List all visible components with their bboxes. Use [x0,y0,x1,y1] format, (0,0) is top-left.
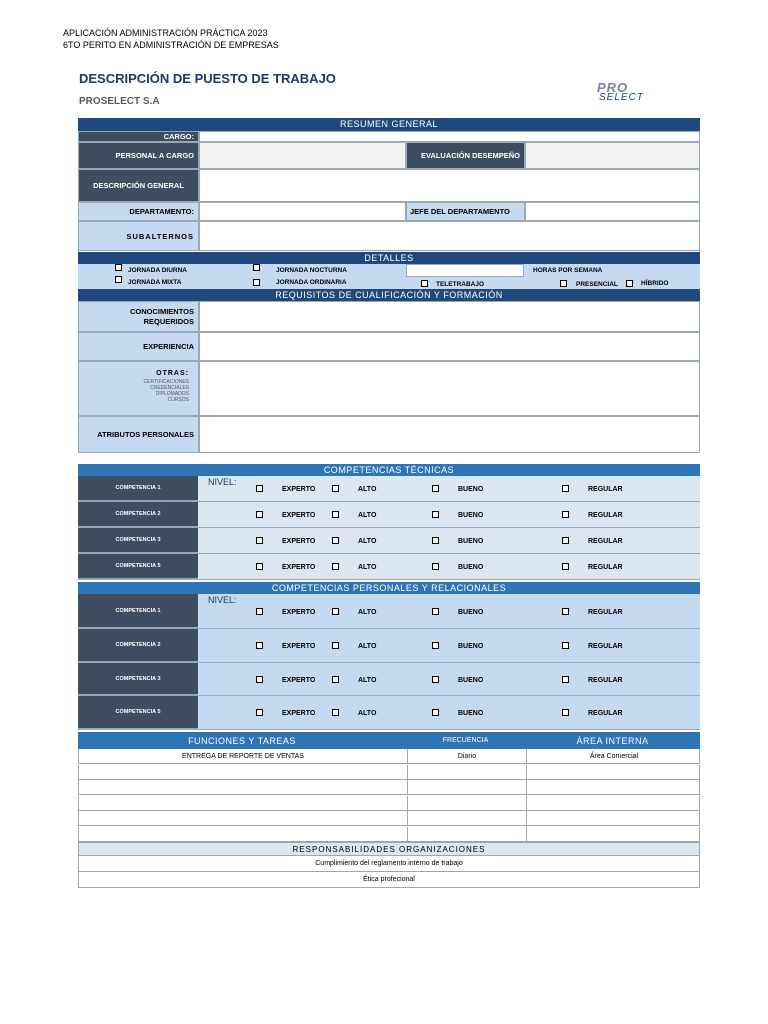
nivel-option-label: ALTO [358,643,377,650]
nivel-option-label: EXPERTO [282,486,316,493]
nivel-option-label: BUENO [458,609,484,616]
atributos-label: ATRIBUTOS PERSONALES [78,416,199,453]
competencia-label: COMPETENCIA 3 [78,528,198,553]
nivel-checkbox[interactable] [432,537,439,544]
nivel-option-label: ALTO [358,609,377,616]
descripcion-general-field[interactable] [199,169,700,202]
hibrido-checkbox[interactable] [626,280,633,287]
competencia-label: COMPETENCIA 1 [78,594,198,628]
departamento-label: DEPARTAMENTO: [78,202,199,221]
nivel-option-label: EXPERTO [282,512,316,519]
otras-label: OTRAS: [156,370,189,377]
resumen-general-bar: RESUMEN GENERAL [78,118,700,131]
nivel-option-label: REGULAR [588,512,623,519]
horas-por-semana-field[interactable] [406,264,524,277]
nivel-checkbox[interactable] [256,511,263,518]
nivel-option-label: ALTO [358,564,377,571]
responsabilidades-bar: RESPONSABILIDADES ORGANIZACIONES [78,842,700,856]
nivel-label: NIVEL: [208,477,237,487]
funcion-cell[interactable]: ENTREGA DE REPORTE DE VENTAS [182,752,304,760]
competencia-label: COMPETENCIA 2 [78,629,198,662]
nivel-checkbox[interactable] [332,608,339,615]
nivel-option-label: ALTO [358,677,377,684]
company-name: PROSELECT S.A [79,96,160,107]
requisitos-bar: REQUISITOS DE CUALIFICACIÓN Y FORMACIÓN [78,289,700,301]
nivel-option-label: REGULAR [588,677,623,684]
funciones-row [78,780,700,795]
nivel-option-label: REGULAR [588,564,623,571]
evaluacion-desempeno-field[interactable] [525,142,700,169]
area-cell[interactable] [526,811,701,825]
nivel-option-label: BUENO [458,512,484,519]
nivel-checkbox[interactable] [256,563,263,570]
responsabilidad-item: Cumplimiento del reglamento interno de trabajo [78,856,700,872]
nivel-checkbox[interactable] [432,676,439,683]
competencia-row [78,528,700,554]
nivel-checkbox[interactable] [432,563,439,570]
nivel-option-label: ALTO [358,486,377,493]
nivel-checkbox[interactable] [256,676,263,683]
area-interna-header: ÁREA INTERNA [576,735,649,746]
competencias-tecnicas-bar: COMPETENCIAS TÉCNICAS [78,464,700,476]
funcion-cell[interactable] [79,765,407,779]
nivel-checkbox[interactable] [432,709,439,716]
nivel-checkbox[interactable] [432,642,439,649]
nivel-checkbox[interactable] [562,563,569,570]
personal-a-cargo-label: PERSONAL A CARGO [78,142,199,169]
area-cell[interactable] [526,796,701,810]
hibrido-label: HÍBRIDO [641,280,669,287]
competencia-row [78,594,700,629]
nivel-option-label: EXPERTO [282,710,316,717]
jornada-nocturna-label: JORNADA NOCTURNA [276,267,347,274]
nivel-checkbox[interactable] [332,642,339,649]
conocimientos-field[interactable] [199,301,700,332]
nivel-option-label: BUENO [458,710,484,717]
page-title: DESCRIPCIÓN DE PUESTO DE TRABAJO [79,71,336,86]
experiencia-label: EXPERIENCIA [78,332,199,361]
jornada-ordinaria-checkbox[interactable] [253,279,260,286]
cargo-field[interactable] [199,131,700,142]
competencia-row [78,629,700,663]
competencia-label: COMPETENCIA 5 [78,696,198,729]
competencia-label: COMPETENCIA 5 [78,554,198,579]
nivel-option-label: EXPERTO [282,538,316,545]
competencia-label: COMPETENCIA 1 [78,476,198,501]
nivel-option-label: EXPERTO [282,609,316,616]
jornada-mixta-checkbox[interactable] [115,276,122,283]
nivel-checkbox[interactable] [562,537,569,544]
nivel-option-label: EXPERTO [282,564,316,571]
competencia-row [78,502,700,528]
nivel-checkbox[interactable] [432,485,439,492]
detalles-bar: DETALLES [78,252,700,264]
frecuencia-header: FRECUENCIA [442,737,489,744]
frecuencia-cell[interactable] [407,811,526,825]
otras-sublist: CERTIFICACIONES CREDENCIALES DIPLOMADOS CURSOS [143,379,189,403]
funciones-row [78,749,700,764]
header-line-2: 6TO PERITO EN ADMINISTRACIÓN DE EMPRESAS [63,40,279,50]
responsabilidad-item: Ética profecional [78,872,700,888]
nivel-option-label: REGULAR [588,538,623,545]
nivel-option-label: BUENO [458,486,484,493]
jornada-ordinaria-label: JORNADA ORDINARIA [276,279,347,286]
jefe-departamento-label: JEFE DEL DEPARTAMENTO [406,202,525,221]
frecuencia-cell[interactable] [407,827,526,841]
nivel-checkbox[interactable] [562,608,569,615]
nivel-option-label: ALTO [358,710,377,717]
nivel-checkbox[interactable] [432,511,439,518]
nivel-checkbox[interactable] [562,642,569,649]
nivel-checkbox[interactable] [256,709,263,716]
otras-label-cell [78,361,199,416]
nivel-option-label: ALTO [358,538,377,545]
area-cell[interactable]: Área Comercial [526,749,701,763]
nivel-option-label: REGULAR [588,643,623,650]
nivel-option-label: REGULAR [588,710,623,717]
area-cell[interactable] [526,780,701,794]
area-cell[interactable] [526,827,701,841]
nivel-option-label: EXPERTO [282,677,316,684]
funcion-cell[interactable] [79,780,407,794]
nivel-checkbox[interactable] [432,608,439,615]
nivel-checkbox[interactable] [256,642,263,649]
competencias-personales-bar: COMPETENCIAS PERSONALES Y RELACIONALES [78,582,700,594]
nivel-checkbox[interactable] [562,511,569,518]
area-cell[interactable] [526,765,701,779]
frecuencia-cell[interactable] [407,796,526,810]
competencia-row [78,554,700,580]
frecuencia-cell[interactable]: Diario [407,749,526,763]
nivel-checkbox[interactable] [332,537,339,544]
nivel-option-label: BUENO [458,677,484,684]
frecuencia-cell[interactable] [407,780,526,794]
nivel-checkbox[interactable] [562,676,569,683]
nivel-checkbox[interactable] [332,563,339,570]
funciones-row [78,811,700,826]
competencia-row [78,663,700,696]
departamento-field[interactable] [199,202,406,221]
nivel-checkbox[interactable] [256,485,263,492]
proselect-logo: PRO SELECT [597,80,644,103]
experiencia-field[interactable] [199,332,700,361]
funciones-row [78,796,700,811]
jornada-mixta-label: JORNADA MIXTA [128,279,182,286]
funciones-row [78,765,700,780]
descripcion-general-label: DESCRIPCIÓN GENERAL [78,169,199,202]
funcion-cell[interactable] [79,811,407,825]
cargo-label: CARGO: [78,131,199,142]
subalternos-field[interactable] [199,221,700,251]
personal-a-cargo-field[interactable] [199,142,406,169]
atributos-field[interactable] [199,416,700,453]
nivel-checkbox[interactable] [332,485,339,492]
nivel-option-label: EXPERTO [282,643,316,650]
nivel-checkbox[interactable] [562,709,569,716]
competencia-row [78,696,700,730]
nivel-checkbox[interactable] [256,537,263,544]
nivel-checkbox[interactable] [332,676,339,683]
funciones-header: FUNCIONES Y TAREAS [188,735,296,746]
header-line-1: APLICACIÓN ADMINISTRACIÓN PRÁCTICA 2023 [63,28,268,38]
jefe-departamento-field[interactable] [525,202,700,221]
nivel-checkbox[interactable] [332,511,339,518]
teletrabajo-checkbox[interactable] [421,280,428,287]
competencia-label: COMPETENCIA 3 [78,663,198,695]
nivel-checkbox[interactable] [332,709,339,716]
jornada-nocturna-checkbox[interactable] [253,264,260,271]
horas-por-semana-label: HORAS POR SEMANA [533,267,603,274]
subalternos-label: SUBALTERNOS [78,221,199,251]
nivel-checkbox[interactable] [562,485,569,492]
nivel-option-label: ALTO [358,512,377,519]
jornada-diurna-checkbox[interactable] [115,264,122,271]
nivel-checkbox[interactable] [256,608,263,615]
funciones-row [78,827,700,842]
nivel-option-label: REGULAR [588,609,623,616]
competencia-row [78,476,700,502]
otras-field[interactable] [199,361,700,416]
funcion-cell[interactable] [79,827,407,841]
evaluacion-desempeno-label: EVALUACIÓN DESEMPEÑO [406,142,525,169]
nivel-option-label: BUENO [458,643,484,650]
nivel-option-label: BUENO [458,564,484,571]
funcion-cell[interactable] [79,796,407,810]
jornada-diurna-label: JORNADA DIURNA [128,267,187,274]
conocimientos-label: CONOCIMIENTOS REQUERIDOS [78,301,199,332]
frecuencia-cell[interactable] [407,765,526,779]
competencia-label: COMPETENCIA 2 [78,502,198,527]
nivel-option-label: BUENO [458,538,484,545]
teletrabajo-label: TELETRABAJO [436,281,485,288]
presencial-checkbox[interactable] [560,280,567,287]
presencial-label: PRESENCIAL [576,281,618,288]
nivel-option-label: REGULAR [588,486,623,493]
nivel-label: NIVEL: [208,595,237,605]
